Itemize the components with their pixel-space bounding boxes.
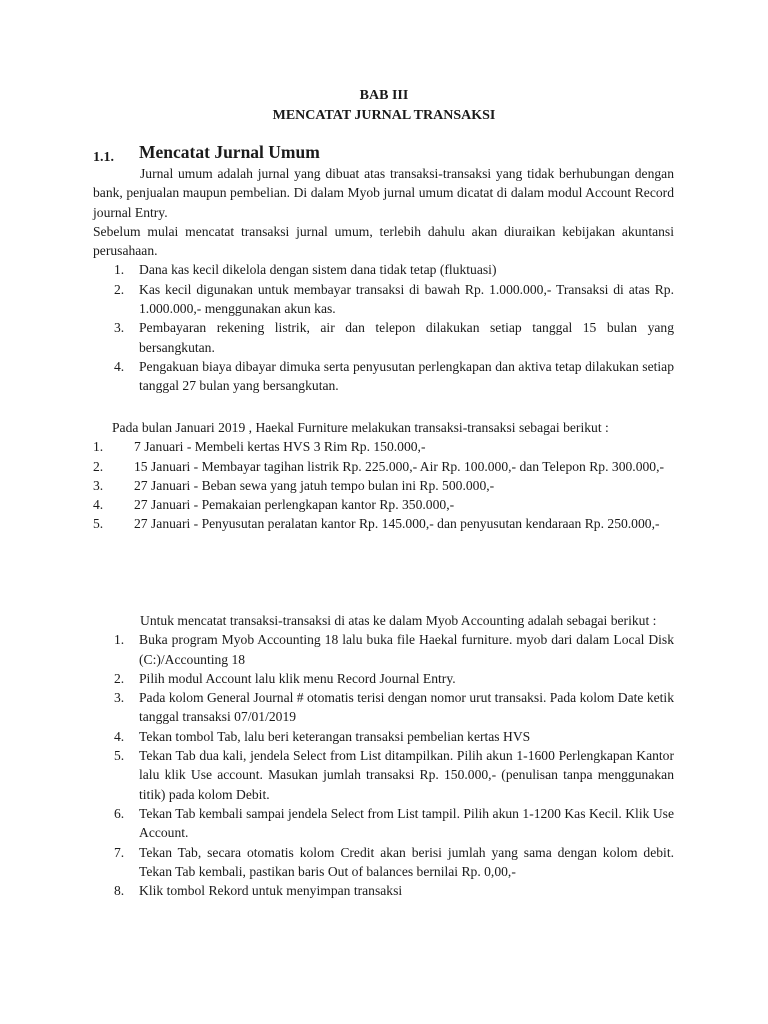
list-text: Tekan Tab dua kali, jendela Select from List ditampilkan. Pilih akun 1-1600 Perlengkapan Kantor lalu klik Use account. Masukan jumlah transaksi Rp. 150.000,- (penulisan tanpa menggunakan titik) pada kolom Debit.	[139, 748, 674, 802]
list-text: 27 Januari - Beban sewa yang jatuh tempo bulan ini Rp. 500.000,-	[134, 477, 495, 493]
policy-list	[93, 260, 674, 395]
list-item	[93, 495, 674, 514]
list-item	[93, 437, 674, 456]
steps-block	[93, 611, 674, 900]
transactions-block	[93, 418, 674, 534]
list-item	[93, 881, 674, 900]
list-text: 27 Januari - Pemakaian perlengkapan kantor Rp. 350.000,-	[134, 497, 455, 513]
list-number: 3.	[114, 690, 125, 706]
list-number: 1.	[114, 632, 125, 648]
intro-paragraph: Jurnal umum adalah jurnal yang dibuat atas transaksi-transaksi yang tidak berhubungan dengan bank, penjualan maupun pembelian. Di dalam Myob jurnal umum dicatat di dalam modul Account Record journal Entry.	[93, 166, 674, 220]
list-number: 5.	[114, 748, 125, 764]
list-text: Tekan Tab, secara otomatis kolom Credit akan berisi jumlah yang sama dengan kolom debit. Tekan Tab kembali, pastikan baris Out of balances bernilai Rp. 0,00,-	[139, 844, 674, 879]
list-number: 4.	[114, 358, 125, 374]
list-text: 7 Januari - Membeli kertas HVS 3 Rim Rp. 150.000,-	[134, 439, 426, 455]
list-text: Tekan Tab kembali sampai jendela Select from List tampil. Pilih akun 1-1200 Kas Kecil. Klik Use Account.	[139, 805, 674, 841]
list-item	[93, 669, 674, 688]
section-title: Mencatat Jurnal Umum	[139, 142, 320, 162]
list-text: 15 Januari - Membayar tagihan listrik Rp. 225.000,- Air Rp. 100.000,- dan Telepon Rp. 300.000,-	[134, 458, 665, 474]
list-item	[93, 746, 674, 804]
list-item	[93, 514, 674, 533]
list-number: 4.	[114, 728, 125, 744]
intro-block	[93, 164, 674, 396]
list-item	[93, 260, 674, 279]
list-text: Pada kolom General Journal # otomatis terisi dengan nomor urut transaksi. Pada kolom Date ketik tanggal transaksi 07/01/2019	[139, 690, 674, 725]
list-text: 27 Januari - Penyusutan peralatan kantor Rp. 145.000,- dan penyusutan kendaraan Rp. 250.000,-	[134, 516, 660, 532]
steps-list	[93, 630, 674, 900]
list-item	[93, 727, 674, 746]
list-number: 2.	[114, 281, 125, 297]
list-text: Pembayaran rekening listrik, air dan telepon dilakukan setiap tanggal 15 bulan yang bersangkutan.	[139, 320, 674, 355]
list-text: Tekan tombol Tab, lalu beri keterangan transaksi pembelian kertas HVS	[139, 728, 531, 744]
transactions-intro: Pada bulan Januari 2019 , Haekal Furniture melakukan transaksi-transaksi sebagai berikut :	[112, 420, 609, 435]
list-number: 2.	[93, 458, 104, 474]
list-number: 6.	[114, 805, 125, 821]
section-number: 1.1.	[93, 150, 114, 165]
list-item	[93, 457, 674, 476]
list-text: Klik tombol Rekord untuk menyimpan transaksi	[139, 883, 403, 899]
list-text: Buka program Myob Accounting 18 lalu buka file Haekal furniture. myob dari dalam Local Disk (C:)/Accounting 18	[139, 632, 674, 667]
list-number: 2.	[114, 670, 125, 686]
list-number: 4.	[93, 497, 104, 513]
policy-intro-paragraph: Sebelum mulai mencatat transaksi jurnal umum, terlebih dahulu akan diuraikan kebijakan akuntansi perusahaan.	[93, 223, 674, 259]
list-item	[93, 688, 674, 727]
list-number: 3.	[93, 477, 104, 493]
list-number: 5.	[93, 516, 104, 532]
list-number: 3.	[114, 320, 125, 336]
list-number: 7.	[114, 844, 125, 860]
chapter-heading: BAB III	[359, 88, 409, 103]
list-item	[93, 476, 674, 495]
transaction-list	[93, 437, 674, 533]
list-text: Kas kecil digunakan untuk membayar transaksi di bawah Rp. 1.000.000,- Transaksi di atas Rp. 1.000.000,- menggunakan akun kas.	[139, 281, 674, 317]
list-number: 1.	[93, 439, 104, 455]
list-text: Pengakuan biaya dibayar dimuka serta penyusutan perlengkapan dan aktiva tetap dilakukan setiap tanggal 27 bulan yang bersangkutan.	[139, 358, 674, 394]
list-number: 1.	[114, 262, 125, 278]
list-text: Dana kas kecil dikelola dengan sistem dana tidak tetap (fluktuasi)	[139, 262, 497, 278]
list-item	[93, 843, 674, 882]
list-item	[93, 280, 674, 319]
steps-intro: Untuk mencatat transaksi-transaksi di atas ke dalam Myob Accounting adalah sebagai berikut :	[140, 613, 657, 628]
list-number: 8.	[114, 883, 125, 899]
list-item	[93, 630, 674, 669]
list-text: Pilih modul Account lalu klik menu Record Journal Entry.	[139, 670, 456, 686]
list-item	[93, 804, 674, 843]
list-item	[93, 357, 674, 396]
list-item	[93, 318, 674, 357]
chapter-title: MENCATAT JURNAL TRANSAKSI	[272, 108, 496, 123]
